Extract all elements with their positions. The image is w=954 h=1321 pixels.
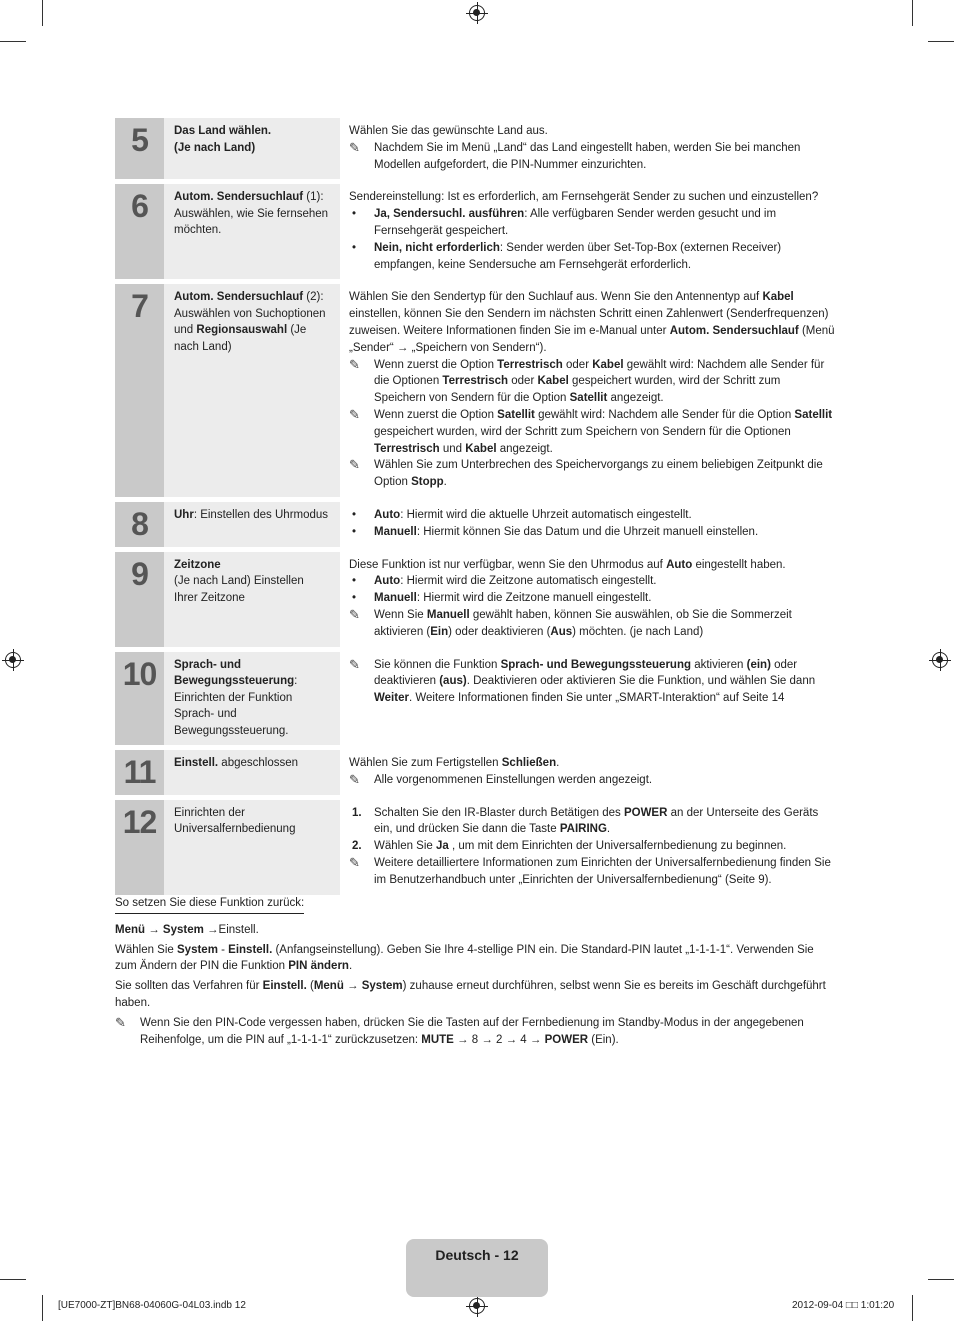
text-run: Einstell. <box>262 980 307 993</box>
bullet-item <box>349 524 835 541</box>
text-run: Sie sollten das Verfahren für <box>115 980 263 993</box>
text-line <box>349 189 835 206</box>
text-run: . <box>556 757 560 770</box>
note-pencil-icon: ✎ <box>349 406 360 422</box>
text-run: (Je nach Land) <box>174 141 256 154</box>
step-description <box>340 800 835 895</box>
text-run: → 8 → 2 → 4 → <box>453 1033 545 1046</box>
note-line <box>349 772 835 789</box>
text-run: Einstell. <box>174 757 219 770</box>
text-run: ) zuhause erneut durchführen, selbst wenn Sie es bereits im Geschäft durchgeführt haben. <box>115 980 826 1009</box>
step-label <box>164 800 340 895</box>
text-run: Ja <box>436 840 449 853</box>
line-text <box>374 592 651 604</box>
text-run: : Hiermit wird die Zeitzone manuell eingestellt. <box>416 592 652 605</box>
text-run: Wenn zuerst die Option <box>374 408 498 421</box>
text-run: einstellen, können Sie den Sendern im nächsten Schritt einen Zahlenwert (Senderfrequenzen) zuweisen. Weitere Informationen finden Sie im e-Manual unter <box>349 308 829 337</box>
text-run: Wenn Sie <box>374 608 427 621</box>
bullet-item <box>349 507 835 524</box>
text-run: gespeichert wurden, wird der Schritt zum Speichern von Sendern für die Option <box>374 375 781 405</box>
text-run: ) oder deaktivieren ( <box>448 625 551 638</box>
reset-paragraph <box>115 1015 835 1049</box>
text-run: . <box>348 960 353 973</box>
note-line <box>349 140 835 174</box>
bullet-icon: • <box>352 525 357 538</box>
step-number: 12 <box>115 800 164 895</box>
line-text <box>349 757 559 769</box>
text-line <box>349 289 835 356</box>
text-run: Wählen Sie zum Unterbrechen des Speichervorgangs zu einem beliebigen Zeitpunkt die Option <box>374 459 823 489</box>
step-description <box>340 652 835 746</box>
list-number: 1. <box>352 806 362 819</box>
text-run: Sprach- und Bewegungssteuerung <box>174 658 295 688</box>
text-run: Terrestrisch <box>497 358 563 371</box>
text-run: Satellit <box>794 408 833 421</box>
label-line <box>174 557 330 574</box>
bullet-icon: • <box>352 592 357 605</box>
step-row <box>115 750 835 795</box>
note-line <box>349 357 835 407</box>
text-run: angezeigt. <box>607 392 664 405</box>
text-line <box>349 755 835 772</box>
text-run: Wenn zuerst die Option <box>374 358 498 371</box>
step-number: 6 <box>115 184 164 279</box>
numbered-item <box>349 838 835 855</box>
text-run: System <box>361 980 403 993</box>
note-line <box>115 1015 835 1049</box>
step-row <box>115 800 835 895</box>
note-pencil-icon: ✎ <box>349 356 360 372</box>
text-run: Wählen Sie <box>374 840 437 853</box>
label-line <box>174 507 330 524</box>
text-line <box>115 922 835 939</box>
step-label <box>164 284 340 497</box>
note-line <box>349 607 835 641</box>
line-text <box>374 526 758 538</box>
registration-mark-icon <box>932 652 948 668</box>
note-pencil-icon: ✎ <box>115 1014 126 1030</box>
text-run: Auto <box>374 508 401 521</box>
note-pencil-icon: ✎ <box>349 139 360 155</box>
step-description <box>340 118 835 179</box>
text-run: Ein <box>430 625 449 638</box>
text-run: Einstell. <box>228 943 273 956</box>
text-line <box>349 123 835 140</box>
line-text <box>374 840 786 852</box>
registration-mark-icon <box>469 1298 485 1314</box>
step-label <box>164 502 340 547</box>
step-description <box>340 284 835 497</box>
label-line <box>174 123 330 140</box>
note-pencil-icon: ✎ <box>349 656 360 672</box>
text-run: Autom. Sendersuchlauf <box>174 291 304 304</box>
text-run: gespeichert wurden, wird der Schritt zum Speichern von Sendern für die Optionen <box>374 425 791 438</box>
step-label <box>164 118 340 179</box>
step-row <box>115 284 835 497</box>
text-run: oder <box>562 358 593 371</box>
text-run: PIN ändern <box>288 960 349 973</box>
text-run: Auto <box>666 558 693 571</box>
text-run: Das Land wählen. <box>174 125 272 137</box>
text-run: (Menü „Sender“ → „Speichern von Sendern“). <box>349 324 835 354</box>
text-run: ) möchten. (je nach Land) <box>572 625 704 638</box>
step-label <box>164 552 340 647</box>
text-line <box>349 557 835 574</box>
text-run: angezeigt. <box>496 442 553 455</box>
text-run: Nein, nicht erforderlich <box>374 241 500 254</box>
text-run: Nachdem Sie im Menü „Land“ das Land eingestellt haben, werden Sie bei manchen Modellen aufgefordert, die PIN-Nummer einzurichten. <box>374 141 801 171</box>
step-label <box>164 184 340 279</box>
label-line <box>174 189 330 239</box>
text-run: Terrestrisch <box>374 442 440 455</box>
line-text <box>374 659 815 705</box>
text-run: (ein) <box>746 658 771 671</box>
note-line <box>349 657 835 707</box>
step-row <box>115 118 835 179</box>
line-text <box>374 208 776 237</box>
text-run: Ja, Sendersuchl. ausführen <box>374 208 525 221</box>
text-run: Wählen Sie das gewünschte Land aus. <box>349 125 548 137</box>
text-run: Zeitzone <box>174 558 221 571</box>
note-pencil-icon: ✎ <box>349 855 360 870</box>
text-run: : Hiermit können Sie das Datum und die Uhrzeit manuell einstellen. <box>416 525 759 538</box>
text-run: oder <box>508 375 538 388</box>
reset-section <box>115 895 835 1051</box>
text-run: . Deaktivieren oder aktivieren Sie die Funktion, und wählen Sie dann <box>466 675 816 688</box>
text-run: : Hiermit wird die Zeitzone automatisch eingestellt. <box>400 575 657 588</box>
line-text <box>374 609 792 638</box>
bullet-icon: • <box>352 508 357 521</box>
step-label <box>164 750 340 795</box>
line-text <box>349 191 818 203</box>
text-run: → <box>343 980 362 993</box>
line-text <box>115 924 259 936</box>
line-text <box>349 559 786 571</box>
step-description <box>340 552 835 647</box>
step-description <box>340 502 835 547</box>
step-number: 9 <box>115 552 164 647</box>
bullet-item <box>349 240 835 274</box>
text-run: Autom. Sendersuchlauf <box>669 324 799 337</box>
text-run: Wählen Sie zum Fertigstellen <box>349 757 502 770</box>
crop-mark <box>912 0 913 26</box>
text-run: Wählen Sie den Sendertyp für den Suchlauf aus. Wenn Sie den Antennentyp auf <box>349 291 763 304</box>
text-run: Kabel <box>592 358 624 371</box>
bullet-item <box>349 206 835 240</box>
text-run: POWER <box>544 1033 589 1046</box>
text-run: Stopp <box>411 476 444 489</box>
list-number: 2. <box>352 840 362 853</box>
text-run: (Je nach Land) Einstellen Ihrer Zeitzone <box>174 575 304 604</box>
bullet-item <box>349 590 835 607</box>
text-run: : Sender werden über Set-Top-Box (externen Receiver) empfangen, keine Sendersuche am Fernsehgerät erforderlich. <box>374 241 782 271</box>
crop-mark <box>912 1295 913 1321</box>
text-run: Menü <box>115 923 146 936</box>
line-text <box>115 944 814 973</box>
note-line <box>349 407 835 457</box>
text-run: Schalten Sie den IR-Blaster durch Betätigen des <box>374 806 624 819</box>
text-run: : Einstellen des Uhrmodus <box>193 508 329 521</box>
text-run: Auto <box>374 575 401 588</box>
text-run: PAIRING <box>559 823 607 836</box>
text-run: gewählt wird: Nachdem alle Sender für die Optionen <box>374 358 825 388</box>
text-run: (aus) <box>439 675 467 688</box>
text-run: Weiter <box>374 692 409 705</box>
note-pencil-icon: ✎ <box>349 606 360 622</box>
note-line <box>349 855 835 889</box>
line-text <box>374 575 657 587</box>
registration-mark-icon <box>469 5 485 21</box>
line-text <box>115 980 826 1009</box>
bullet-item <box>349 573 835 590</box>
text-run: : Hiermit wird die aktuelle Uhrzeit automatisch eingestellt. <box>400 508 692 521</box>
text-run: Autom. Sendersuchlauf <box>174 191 304 204</box>
step-label <box>164 652 340 746</box>
text-run: Wählen Sie <box>115 943 178 956</box>
text-run: gewählt haben, können Sie auswählen, ob Sie die Sommerzeit aktivieren ( <box>374 608 792 638</box>
text-run: → <box>145 923 163 936</box>
text-run: , um mit dem Einrichten der Universalfernbedienung zu beginnen. <box>448 840 787 853</box>
crop-mark <box>0 1279 26 1280</box>
label-line <box>174 755 330 772</box>
text-run: Satellit <box>569 392 608 405</box>
text-run: (Je nach Land) <box>174 324 307 353</box>
bullet-icon: • <box>352 241 357 254</box>
text-run: : Einrichten der Funktion Sprach- und Bewegungssteuerung. <box>174 675 298 737</box>
line-text <box>374 509 692 521</box>
step-number: 5 <box>115 118 164 179</box>
text-run: Manuell <box>374 525 417 538</box>
text-run: - <box>217 943 229 956</box>
line-text <box>349 291 835 353</box>
text-run: (Ein). <box>588 1033 619 1046</box>
text-run: Weitere detailliertere Informationen zum Einrichten der Universalfernbedienung finden Sie im Benutzerhandbuch unter „Einrichten der Universalfernbedienung“ (Seite 9). <box>374 857 831 886</box>
footer-date: 2012-09-04 □□ 1:01:20 <box>792 1300 895 1311</box>
reset-body <box>115 922 835 1049</box>
text-run: und <box>439 442 466 455</box>
label-line <box>174 140 330 157</box>
line-text <box>374 142 800 171</box>
text-run: POWER <box>623 806 668 819</box>
text-run: Menü <box>313 980 344 993</box>
text-run: Einrichten der Universalfernbedienung <box>174 806 296 836</box>
footer-file: [UE7000-ZT]BN68-04060G-04L03.indb 12 <box>58 1300 246 1311</box>
note-line <box>349 457 835 491</box>
label-line <box>174 573 330 606</box>
line-text <box>374 857 831 886</box>
text-run: Sprach- und Bewegungssteuerung <box>500 658 692 671</box>
text-run: Uhr <box>174 508 194 521</box>
text-run: Kabel <box>465 442 497 455</box>
text-run: Satellit <box>497 408 535 421</box>
text-run: (1): Auswählen, wie Sie fernsehen möchten. <box>174 191 329 237</box>
text-run: →Einstell. <box>203 923 259 936</box>
step-row <box>115 552 835 647</box>
text-run: System <box>177 943 218 956</box>
text-run: Wenn Sie den PIN-Code vergessen haben, drücken Sie die Tasten auf der Fernbedienung im Standby-Modus in der angegebenen Reihenfolge, um die PIN auf „1-1-1-1“ zurückzusetzen: <box>140 1016 804 1046</box>
step-row <box>115 502 835 547</box>
bullet-icon: • <box>352 208 357 221</box>
line-text <box>374 242 781 271</box>
label-line <box>174 289 330 355</box>
text-run: Aus <box>550 625 573 638</box>
reset-paragraph <box>115 922 835 939</box>
page-label: Deutsch - 12 <box>435 1247 519 1263</box>
text-run: Manuell <box>374 592 417 605</box>
text-run: an der Unterseite des Geräts ein, und drücken Sie dann die Taste <box>374 806 819 836</box>
line-text <box>374 409 832 455</box>
bullet-icon: • <box>352 575 357 588</box>
registration-mark-icon <box>5 652 21 668</box>
text-line <box>115 978 835 1012</box>
step-number: 10 <box>115 652 164 746</box>
line-text <box>349 125 548 137</box>
text-run: eingestellt haben. <box>692 558 786 571</box>
text-run: Schließen <box>501 757 557 770</box>
reset-heading: So setzen Sie diese Funktion zurück: <box>115 895 304 914</box>
line-text <box>374 459 823 488</box>
step-description <box>340 184 835 279</box>
text-run: oder deaktivieren <box>374 658 798 688</box>
text-run: MUTE <box>421 1033 454 1046</box>
text-run: Sendereinstellung: Ist es erforderlich, am Fernsehgerät Sender zu suchen und einzustellen? <box>349 191 819 204</box>
text-run: . Weitere Informationen finden Sie unter „SMART-Interaktion“ auf Seite 14 <box>408 692 785 705</box>
text-run: Kabel <box>537 375 569 388</box>
text-run: (2): Auswählen von Suchoptionen und <box>174 291 326 337</box>
step-row <box>115 184 835 279</box>
step-description <box>340 750 835 795</box>
text-run: (Anfangseinstellung). Geben Sie Ihre 4-stellige PIN ein. Die Standard-PIN lautet „1-1-1-1“. Verwenden Sie zum Ändern der PIN die Funktion <box>115 943 814 973</box>
text-run: gewählt wird: Nachdem alle Sender für die Option <box>534 408 795 421</box>
step-number: 8 <box>115 502 164 547</box>
crop-mark <box>928 41 954 42</box>
text-line <box>115 942 835 976</box>
text-run: aktivieren <box>691 658 747 671</box>
step-row <box>115 652 835 746</box>
reset-paragraph <box>115 942 835 976</box>
note-pencil-icon: ✎ <box>349 457 360 473</box>
label-line <box>174 805 330 838</box>
step-number: 7 <box>115 284 164 497</box>
text-run: Manuell <box>426 608 470 621</box>
text-run: abgeschlossen <box>218 757 299 770</box>
reset-paragraph <box>115 978 835 1012</box>
setup-steps-table <box>115 118 835 900</box>
page-number-tab <box>406 1239 548 1297</box>
step-number: 11 <box>115 750 164 795</box>
numbered-item <box>349 805 835 839</box>
text-run: Regionsauswahl <box>196 324 288 337</box>
text-run: . <box>443 476 447 489</box>
crop-mark <box>928 1279 954 1280</box>
text-run: Terrestrisch <box>442 375 509 388</box>
text-run: ( <box>306 980 314 993</box>
line-text <box>374 807 818 836</box>
line-text <box>140 1017 804 1046</box>
crop-mark <box>0 41 26 42</box>
line-text <box>374 359 824 405</box>
text-run: Sie können die Funktion <box>374 658 501 671</box>
text-run: : Alle verfügbaren Sender werden gesucht und im Fernsehgerät gespeichert. <box>374 208 777 237</box>
line-text <box>374 774 652 786</box>
text-run: Diese Funktion ist nur verfügbar, wenn Sie den Uhrmodus auf <box>349 558 667 571</box>
crop-mark <box>42 0 43 26</box>
label-line <box>174 657 330 740</box>
crop-mark <box>42 1295 43 1321</box>
note-pencil-icon: ✎ <box>349 771 360 787</box>
text-run: Alle vorgenommenen Einstellungen werden angezeigt. <box>374 773 653 786</box>
text-run: Kabel <box>762 291 794 304</box>
text-run: . <box>606 823 611 836</box>
text-run: System <box>162 923 204 936</box>
